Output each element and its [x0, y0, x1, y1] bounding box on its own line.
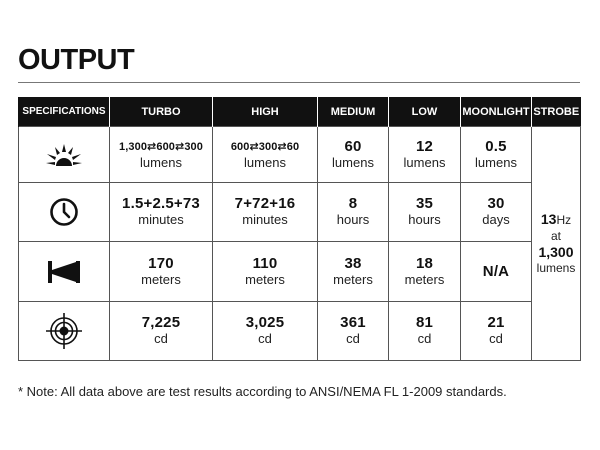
- table-header-row: [19, 97, 581, 127]
- medium-lumens-cell: [318, 127, 389, 183]
- footnote: * Note: All data above are test results according to ANSI/NEMA FL 1-2009 standards.: [18, 384, 507, 399]
- cell-unit: meters: [245, 271, 285, 287]
- header-low: LOW: [389, 97, 461, 127]
- cell-unit: minutes: [242, 212, 288, 227]
- cell-unit: lumens: [475, 154, 517, 170]
- row-icon-cell: [19, 302, 110, 361]
- cell-value: 60: [344, 137, 362, 155]
- brightness-icon: [44, 142, 84, 168]
- high-runtime-cell: [213, 183, 318, 242]
- medium-intensity-cell: [318, 302, 389, 361]
- table-row-distance: [19, 242, 581, 302]
- low-intensity-cell: [389, 302, 461, 361]
- row-icon-cell: [19, 127, 110, 183]
- cell-value: 38: [344, 254, 362, 272]
- cell-value: 30: [487, 195, 505, 212]
- cell-value: N/A: [482, 262, 510, 280]
- moonlight-runtime-cell: [461, 183, 532, 242]
- header-strobe: STROBE: [532, 97, 581, 127]
- moonlight-distance-cell: [461, 242, 532, 302]
- output-specs-table: [18, 97, 581, 361]
- cell-unit: cd: [346, 331, 360, 346]
- beam-distance-icon: [47, 260, 81, 284]
- row-icon-cell: [19, 183, 110, 242]
- cell-value: 361: [340, 314, 366, 331]
- strobe-cell: [532, 127, 581, 361]
- cell-unit: lumens: [332, 154, 374, 170]
- cell-value: 1.5+2.5+73: [122, 195, 200, 212]
- medium-runtime-cell: [318, 183, 389, 242]
- header-turbo: TURBO: [110, 97, 213, 127]
- cell-value: 21: [487, 314, 505, 331]
- low-distance-cell: [389, 242, 461, 302]
- cell-value: 110: [252, 254, 278, 272]
- cell-unit: meters: [333, 271, 373, 287]
- header-specifications: SPECIFICATIONS: [19, 97, 110, 127]
- cell-value: 12: [415, 137, 434, 155]
- table-row-runtime: [19, 183, 581, 242]
- low-lumens-cell: [389, 127, 461, 183]
- cell-value: 18: [415, 254, 434, 272]
- strobe-lumens-value: 1,300: [538, 244, 574, 260]
- medium-distance-cell: [318, 242, 389, 302]
- cell-unit: cd: [489, 331, 503, 346]
- cell-value: 170: [148, 254, 174, 272]
- moonlight-intensity-cell: [461, 302, 532, 361]
- moonlight-lumens-cell: [461, 127, 532, 183]
- table-row-lumens: [19, 127, 581, 183]
- header-medium: MEDIUM: [318, 97, 389, 127]
- strobe-frequency-unit: Hz: [556, 213, 572, 227]
- clock-icon: [48, 196, 80, 228]
- cell-value: 35: [415, 195, 434, 212]
- turbo-distance-cell: [110, 242, 213, 302]
- cell-value: 7+72+16: [234, 195, 296, 212]
- cell-unit: meters: [141, 271, 181, 287]
- cell-unit: minutes: [138, 212, 184, 227]
- cell-unit: hours: [408, 212, 441, 227]
- cell-value: 0.5: [485, 137, 507, 155]
- strobe-frequency-value: 13: [540, 211, 557, 227]
- cell-unit: hours: [336, 212, 370, 227]
- header-high: HIGH: [213, 97, 318, 127]
- high-distance-cell: [213, 242, 318, 302]
- cell-unit: lumens: [403, 154, 446, 170]
- title-divider: [18, 82, 580, 83]
- cell-value: 8: [348, 195, 358, 212]
- turbo-intensity-cell: [110, 302, 213, 361]
- target-icon: [44, 311, 84, 351]
- turbo-lumens-cell: [110, 127, 213, 183]
- strobe-at-label: at: [550, 229, 561, 243]
- cell-value: 1,300⇄600⇄300: [119, 140, 203, 153]
- high-lumens-cell: [213, 127, 318, 183]
- cell-unit: cd: [258, 331, 272, 346]
- cell-unit: cd: [154, 331, 168, 346]
- page-title: OUTPUT: [18, 44, 135, 76]
- cell-unit: meters: [404, 271, 445, 287]
- table-row-intensity: [19, 302, 581, 361]
- strobe-lumens-unit: lumens: [536, 261, 576, 275]
- header-moonlight: MOONLIGHT: [461, 97, 532, 127]
- cell-value: 3,025: [245, 314, 285, 331]
- high-intensity-cell: [213, 302, 318, 361]
- cell-unit: cd: [417, 331, 432, 346]
- low-runtime-cell: [389, 183, 461, 242]
- cell-value: 81: [415, 314, 434, 331]
- cell-value: 600⇄300⇄60: [230, 140, 300, 153]
- cell-value: 7,225: [141, 314, 181, 331]
- row-icon-cell: [19, 242, 110, 302]
- cell-unit: lumens: [244, 154, 286, 170]
- cell-unit: lumens: [140, 154, 182, 170]
- cell-unit: days: [482, 212, 510, 227]
- turbo-runtime-cell: [110, 183, 213, 242]
